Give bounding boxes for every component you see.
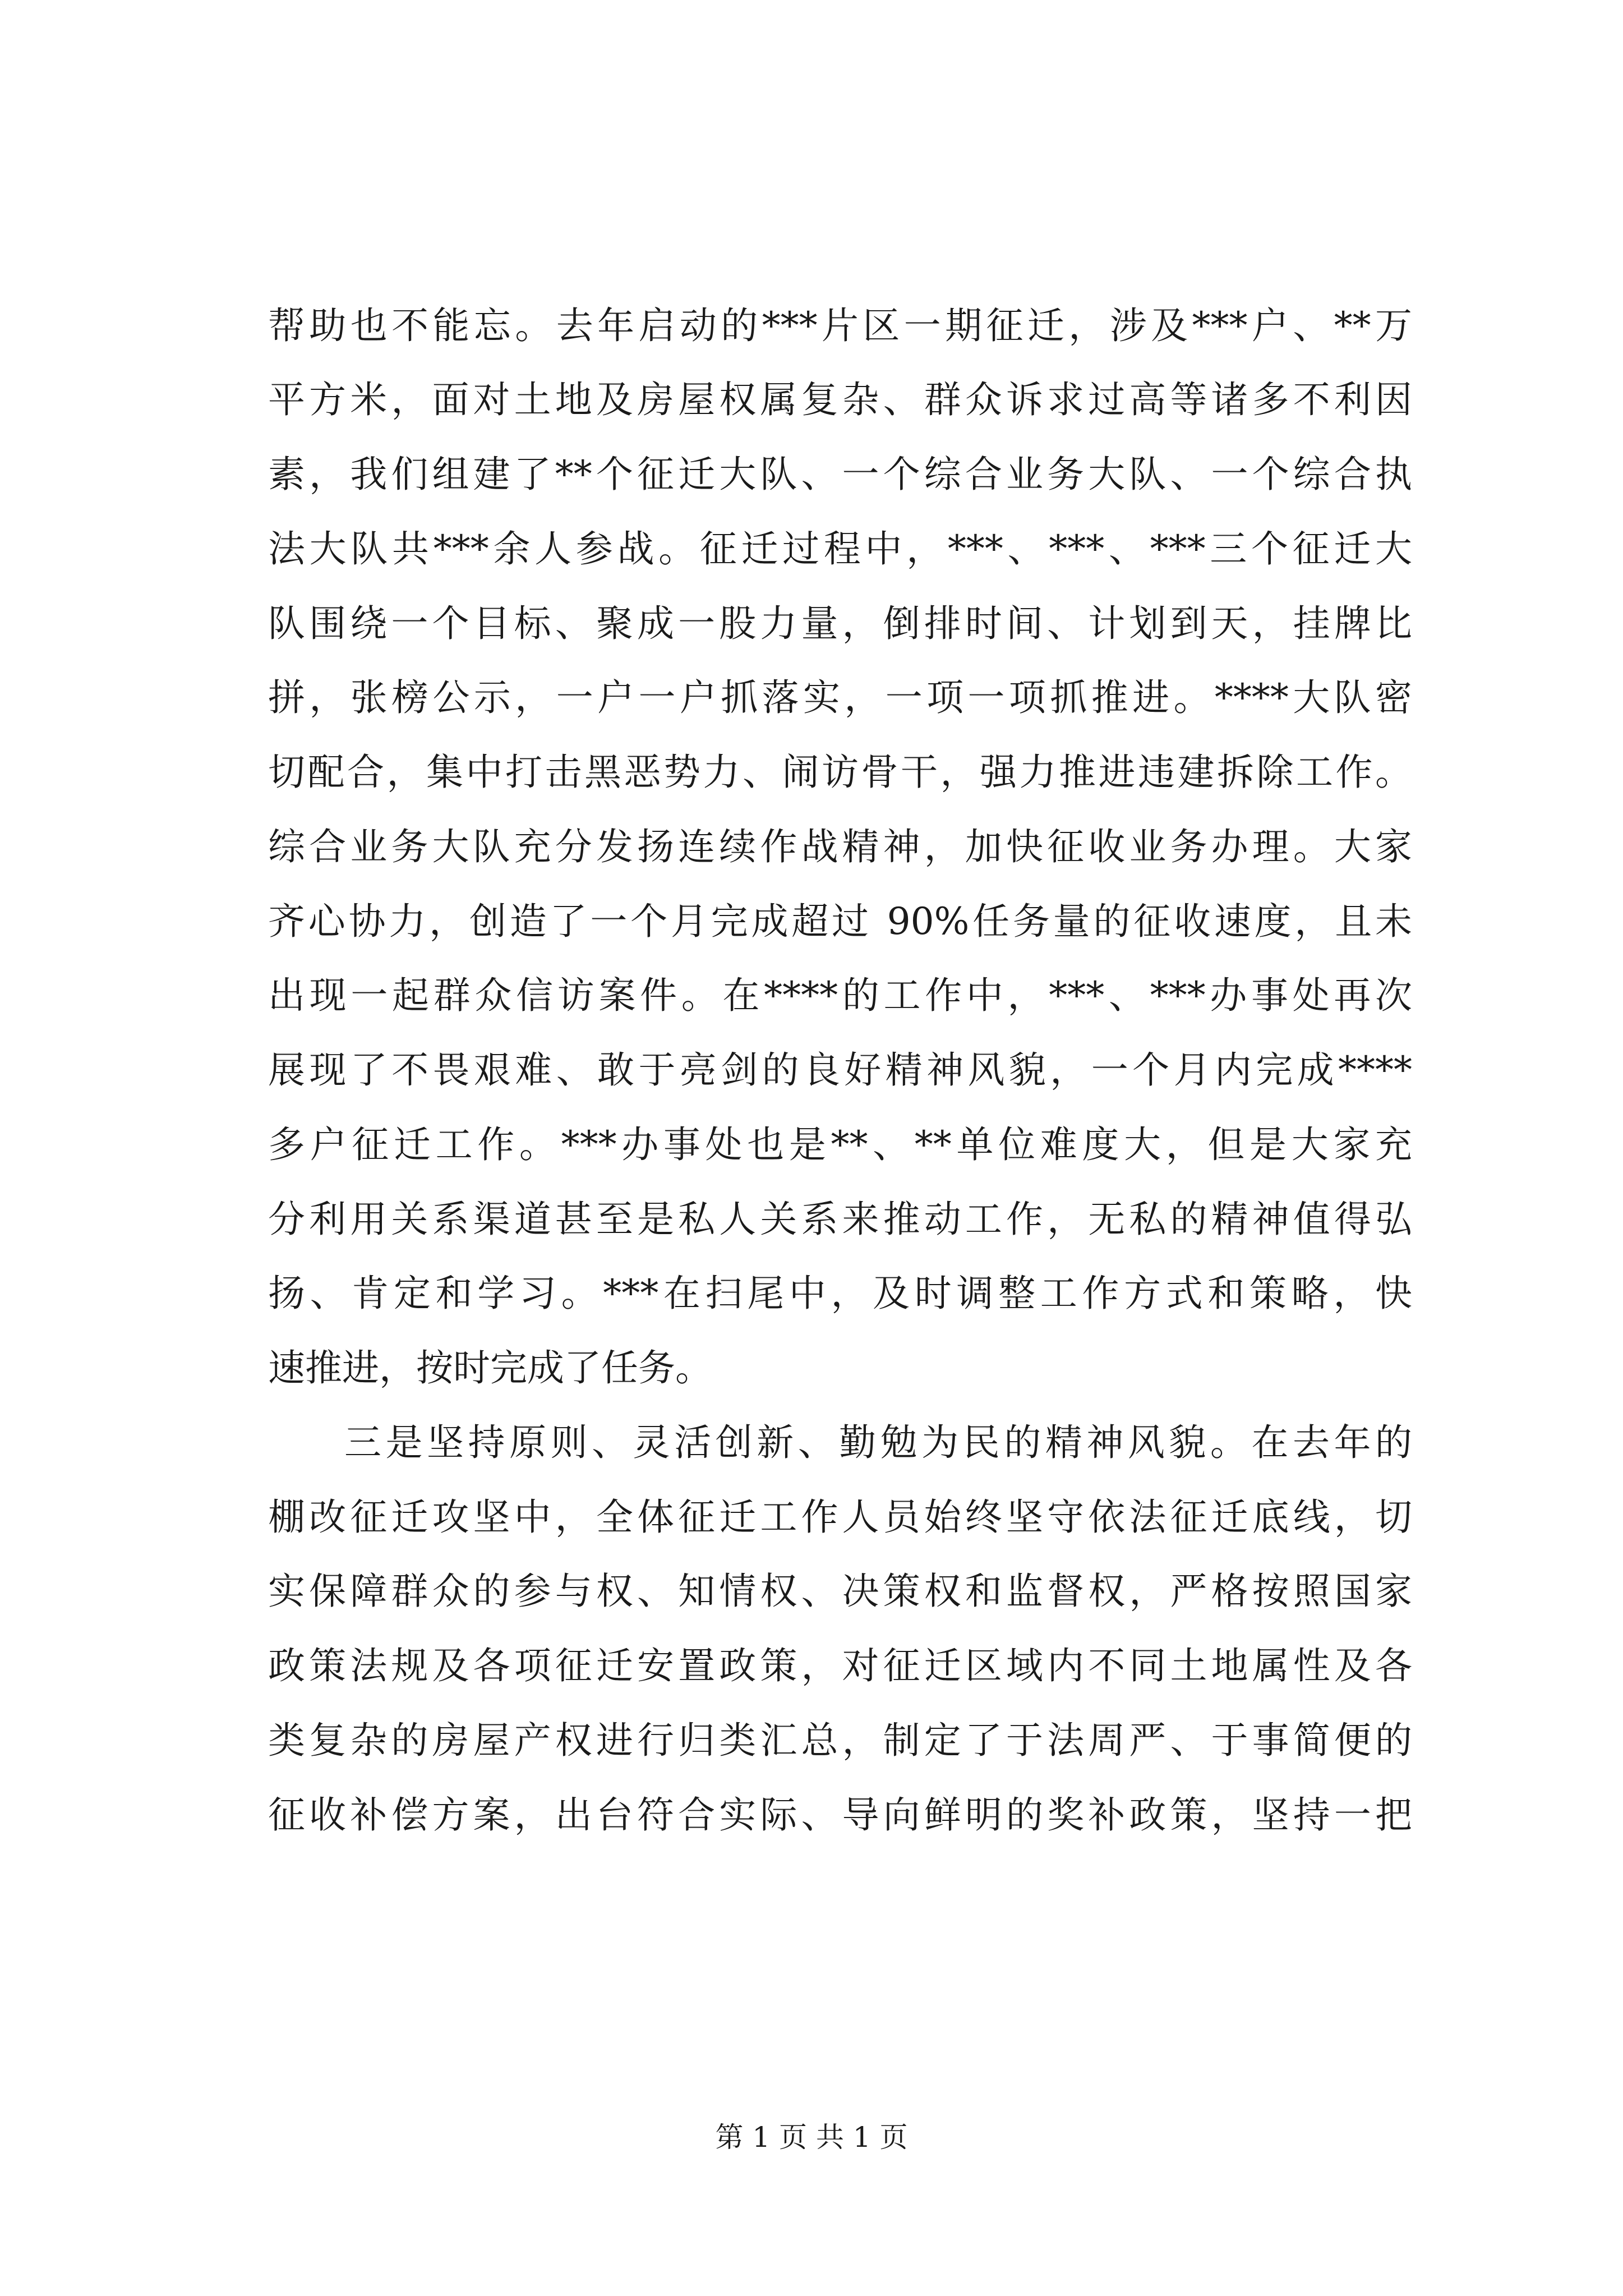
text-line: 齐心协力，创造了一个月完成超过 90%任务量的征收速度，且未 (268, 900, 1412, 943)
text-line: 拼，张榜公示，一户一户抓落实，一项一项抓推进。****大队密 (268, 676, 1412, 719)
text-line: 实保障群众的参与权、知情权、决策权和监督权，严格按照国家 (268, 1570, 1412, 1613)
text-line: 帮助也不能忘。去年启动的***片区一期征迁，涉及***户、**万 (268, 304, 1412, 347)
text-line: 出现一起群众信访案件。在****的工作中，***、***办事处再次 (268, 974, 1412, 1017)
text-line: 切配合，集中打击黑恶势力、闹访骨干，强力推进违建拆除工作。 (268, 751, 1412, 794)
text-line: 扬、肯定和学习。***在扫尾中，及时调整工作方式和策略，快 (268, 1272, 1412, 1315)
text-line: 征收补偿方案，出台符合实际、导向鲜明的奖补政策，坚持一把 (268, 1793, 1412, 1837)
text-line: 多户征迁工作。***办事处也是**、**单位难度大，但是大家充 (268, 1123, 1412, 1166)
page-footer: 第 1 页 共 1 页 (715, 2121, 908, 2154)
text-line: 类复杂的房屋产权进行归类汇总，制定了于法周严、于事简便的 (268, 1719, 1412, 1762)
text-line: 展现了不畏艰难、敢于亮剑的良好精神风貌，一个月内完成**** (268, 1048, 1412, 1092)
text-line: 队围绕一个目标、聚成一股力量，倒排时间、计划到天，挂牌比 (268, 602, 1412, 645)
text-line: 平方米，面对土地及房屋权属复杂、群众诉求过高等诸多不利因 (268, 378, 1412, 421)
text-line: 素，我们组建了**个征迁大队、一个综合业务大队、一个综合执 (268, 453, 1412, 496)
text-line: 政策法规及各项征迁安置政策，对征迁区域内不同土地属性及各 (268, 1644, 1412, 1687)
text-line: 综合业务大队充分发扬连续作战精神，加快征收业务办理。大家 (268, 825, 1412, 868)
paragraph-start-line: 三是坚持原则、灵活创新、勤勉为民的精神风貌。在去年的 (344, 1421, 1412, 1464)
text-line: 棚改征迁攻坚中，全体征迁工作人员始终坚守依法征迁底线，切 (268, 1496, 1412, 1539)
text-line: 速推进，按时完成了任务。 (268, 1346, 712, 1389)
text-line: 法大队共***余人参战。征迁过程中，***、***、***三个征迁大 (268, 527, 1412, 570)
text-line: 分利用关系渠道甚至是私人关系来推动工作，无私的精神值得弘 (268, 1198, 1412, 1241)
